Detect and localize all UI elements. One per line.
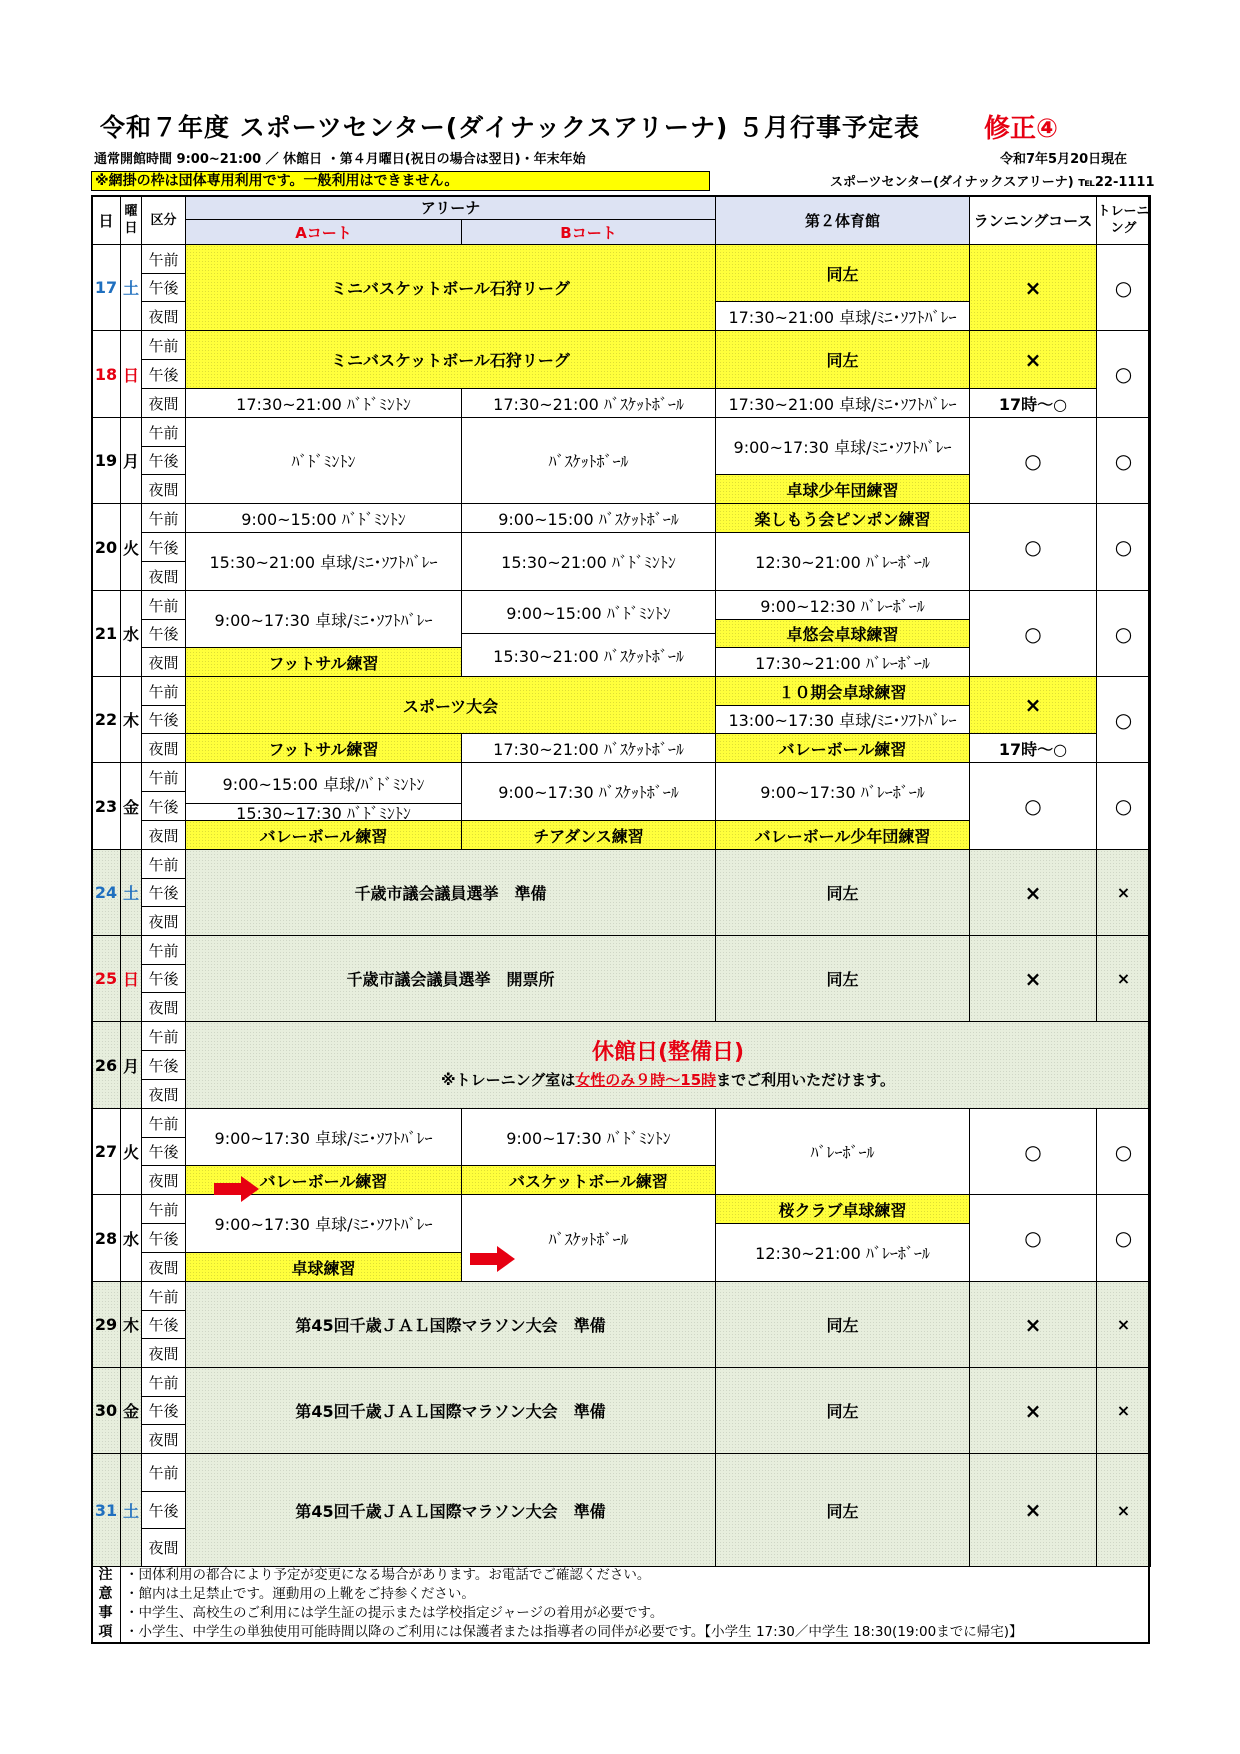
court-b-event: 15:30~21:00 ﾊﾞﾄﾞﾐﾝﾄﾝ <box>461 532 716 591</box>
gym2-event: 9:00~17:30 ﾊﾞﾚｰﾎﾞｰﾙ <box>715 762 970 821</box>
running-status: × <box>969 330 1097 389</box>
gym2-event: 同左 <box>715 330 970 389</box>
period-cell: 午前 <box>141 503 186 533</box>
weekday-cell: 水 <box>120 1194 142 1282</box>
period-cell: 午後 <box>141 1137 186 1166</box>
period-cell: 午後 <box>141 964 186 993</box>
court-b-event: 9:00~17:30 ﾊﾞﾄﾞﾐﾝﾄﾝ <box>461 1108 716 1166</box>
period-cell: 午前 <box>141 1453 186 1492</box>
period-cell: 夜間 <box>141 992 186 1022</box>
period-cell: 夜間 <box>141 820 186 850</box>
period-cell: 午前 <box>141 676 186 706</box>
period-cell: 夜間 <box>141 1252 186 1282</box>
court-a-event: 9:00~15:00 卓球/ﾊﾞﾄﾞﾐﾝﾄﾝ <box>185 762 462 804</box>
training-status: ○ <box>1096 330 1151 418</box>
period-cell: 夜間 <box>141 388 186 418</box>
running-status: × <box>969 935 1097 1022</box>
day-cell: 29 <box>91 1281 121 1368</box>
gym2-event: 桜クラブ卓球練習 <box>715 1194 970 1224</box>
period-cell: 夜間 <box>141 1338 186 1368</box>
weekday-cell: 土 <box>120 1453 142 1567</box>
period-cell: 夜間 <box>141 906 186 936</box>
running-status: × <box>969 1281 1097 1368</box>
weekday-cell: 月 <box>120 417 142 504</box>
period-cell: 夜間 <box>141 1165 186 1195</box>
gym2-event: 卓球少年団練習 <box>715 474 970 504</box>
running-status: 17時～○ <box>969 388 1097 418</box>
arena-event: 第45回千歳ＪＡＬ国際マラソン大会 準備 <box>185 1281 716 1368</box>
court-b-event: チアダンス練習 <box>461 820 716 850</box>
running-status: ○ <box>969 590 1097 677</box>
header-court-b: Bコート <box>461 219 716 245</box>
period-cell: 午後 <box>141 1050 186 1080</box>
note-line: ・中学生、高校生のご利用には学生証の提示または学校指定ジャージの着用が必要です。 <box>125 1605 664 1621</box>
training-status: ○ <box>1096 590 1151 677</box>
day-cell: 21 <box>91 590 121 677</box>
court-a-event: ﾊﾞﾄﾞﾐﾝﾄﾝ <box>185 417 462 504</box>
day-cell: 27 <box>91 1108 121 1195</box>
running-status: ○ <box>969 503 1097 591</box>
day-cell: 20 <box>91 503 121 591</box>
revision-label: 修正④ <box>984 114 1059 144</box>
arena-event: 千歳市議会議員選挙 開票所 <box>185 935 716 1022</box>
period-cell: 午前 <box>141 590 186 620</box>
court-a-event: 9:00~15:00 ﾊﾞﾄﾞﾐﾝﾄﾝ <box>185 503 462 533</box>
period-cell: 午後 <box>141 359 186 389</box>
training-status: × <box>1096 935 1151 1022</box>
header-day: 日 <box>91 195 121 245</box>
period-cell: 夜間 <box>141 301 186 331</box>
opening-hours: 通常開館時間 9:00~21:00 ／ 休館日 ・第４月曜日(祝日の場合は翌日)・年末年始 <box>94 152 586 167</box>
period-cell: 午前 <box>141 1108 186 1138</box>
period-cell: 午前 <box>141 849 186 879</box>
reserved-notice: ※網掛の枠は団体専用利用です。一般利用はできません。 <box>91 171 710 191</box>
weekday-cell: 月 <box>120 1021 142 1109</box>
arena-event: スポーツ大会 <box>185 676 716 734</box>
gym2-event: 同左 <box>715 244 970 302</box>
training-status: ○ <box>1096 762 1151 850</box>
period-cell: 夜間 <box>141 1079 186 1109</box>
training-status: ○ <box>1096 1194 1151 1282</box>
period-cell: 午前 <box>141 1194 186 1224</box>
court-a-event: フットサル練習 <box>185 647 462 677</box>
closed-day-detail: ※トレーニング室は女性のみ９時～15時までご利用いただけます。 <box>441 1071 895 1089</box>
running-status: 17時～○ <box>969 733 1097 763</box>
gym2-event: 同左 <box>715 1453 970 1567</box>
period-cell: 夜間 <box>141 561 186 591</box>
period-cell: 午前 <box>141 1021 186 1051</box>
training-status: × <box>1096 1281 1151 1368</box>
court-a-event: 15:30~17:30 ﾊﾞﾄﾞﾐﾝﾄﾝ <box>185 803 462 821</box>
note-line: ・小学生、中学生の単独使用可能時間以降のご利用には保護者または指導者の同伴が必要です。【小学生 17:30／中学生 18:30(19:00までに帰宅)】 <box>125 1624 1023 1640</box>
weekday-cell: 日 <box>120 935 142 1022</box>
day-cell: 31 <box>91 1453 121 1567</box>
gym2-event: ﾊﾞﾚｰﾎﾞｰﾙ <box>715 1108 970 1195</box>
header-court-a: Aコート <box>185 219 462 245</box>
period-cell: 夜間 <box>141 474 186 504</box>
page-title: 令和７年度 スポーツセンター(ダイナックスアリーナ) ５月行事予定表 <box>100 113 921 142</box>
gym2-event: 9:00~17:30 卓球/ﾐﾆ･ｿﾌﾄﾊﾞﾚｰ <box>715 417 970 475</box>
period-cell: 午後 <box>141 1223 186 1253</box>
period-cell: 午前 <box>141 244 186 274</box>
notes-label: 注 意 事 項 <box>98 1567 113 1640</box>
period-cell: 午後 <box>141 705 186 734</box>
running-status: × <box>969 244 1097 331</box>
running-status: ○ <box>969 1108 1097 1195</box>
running-status: ○ <box>969 762 1097 850</box>
period-cell: 午後 <box>141 878 186 907</box>
gym2-event: バレーボール練習 <box>715 733 970 763</box>
court-a-event: 9:00~17:30 卓球/ﾐﾆ･ｿﾌﾄﾊﾞﾚｰ <box>185 1108 462 1166</box>
court-a-event: フットサル練習 <box>185 733 462 763</box>
gym2-event: 楽しもう会ピンポン練習 <box>715 503 970 533</box>
header-weekday: 曜日 <box>120 195 142 245</box>
period-cell: 午後 <box>141 532 186 562</box>
running-status: × <box>969 1367 1097 1454</box>
court-b-event: 15:30~21:00 ﾊﾞｽｹｯﾄﾎﾞｰﾙ <box>461 633 716 677</box>
arena-event: ミニバスケットボール石狩リーグ <box>185 244 716 331</box>
court-b-event: 9:00~15:00 ﾊﾞｽｹｯﾄﾎﾞｰﾙ <box>461 503 716 533</box>
period-cell: 午後 <box>141 1491 186 1529</box>
arena-event: 第45回千歳ＪＡＬ国際マラソン大会 準備 <box>185 1453 716 1567</box>
right-arrow-icon <box>470 1246 516 1272</box>
court-b-event: 17:30~21:00 ﾊﾞｽｹｯﾄﾎﾞｰﾙ <box>461 388 716 418</box>
period-cell: 午前 <box>141 1281 186 1311</box>
header-arena: アリーナ <box>185 195 716 220</box>
training-status: × <box>1096 1453 1151 1567</box>
header-period: 区分 <box>141 195 186 245</box>
day-cell: 18 <box>91 330 121 418</box>
weekday-cell: 木 <box>120 1281 142 1368</box>
running-status: × <box>969 1453 1097 1567</box>
period-cell: 午前 <box>141 1367 186 1397</box>
training-status: × <box>1096 1367 1151 1454</box>
court-a-event: バレーボール練習 <box>185 1165 462 1195</box>
header-running: ランニングコース <box>969 195 1097 245</box>
gym2-event: 同左 <box>715 935 970 1022</box>
as-of-date: 令和7年5月20日現在 <box>1000 152 1128 167</box>
closed-day-title: 休館日(整備日) <box>591 1040 745 1065</box>
period-cell: 午後 <box>141 791 186 821</box>
training-status: ○ <box>1096 244 1151 331</box>
training-status: ○ <box>1096 503 1151 591</box>
court-a-event: 9:00~17:30 卓球/ﾐﾆ･ｿﾌﾄﾊﾞﾚｰ <box>185 590 462 648</box>
gym2-event: 13:00~17:30 卓球/ﾐﾆ･ｿﾌﾄﾊﾞﾚｰ <box>715 705 970 734</box>
period-cell: 午後 <box>141 1396 186 1425</box>
period-cell: 夜間 <box>141 733 186 763</box>
notes-list <box>120 1566 1150 1642</box>
gym2-event: 12:30~21:00 ﾊﾞﾚｰﾎﾞｰﾙ <box>715 1223 970 1282</box>
court-a-event: 15:30~21:00 卓球/ﾐﾆ･ｿﾌﾄﾊﾞﾚｰ <box>185 532 462 591</box>
period-cell: 午前 <box>141 417 186 447</box>
training-status: × <box>1096 849 1151 936</box>
note-line: ・団体利用の都合により予定が変更になる場合があります。お電話でご確認ください。 <box>125 1567 651 1583</box>
period-cell: 午後 <box>141 619 186 648</box>
court-b-event: ﾊﾞｽｹｯﾄﾎﾞｰﾙ <box>461 417 716 504</box>
right-arrow-icon <box>214 1176 260 1202</box>
court-a-event: 卓球練習 <box>185 1252 462 1282</box>
arena-event: ミニバスケットボール石狩リーグ <box>185 330 716 389</box>
training-status: ○ <box>1096 676 1151 763</box>
day-cell: 28 <box>91 1194 121 1282</box>
court-a-event: 9:00~17:30 卓球/ﾐﾆ･ｿﾌﾄﾊﾞﾚｰ <box>185 1194 462 1253</box>
closed-day-notice <box>185 1021 1151 1109</box>
arena-event: 千歳市議会議員選挙 準備 <box>185 849 716 936</box>
period-cell: 夜間 <box>141 647 186 677</box>
court-b-event: 9:00~17:30 ﾊﾞｽｹｯﾄﾎﾞｰﾙ <box>461 762 716 821</box>
header-gym2: 第２体育館 <box>715 195 970 245</box>
day-cell: 30 <box>91 1367 121 1454</box>
gym2-event: 17:30~21:00 卓球/ﾐﾆ･ｿﾌﾄﾊﾞﾚｰ <box>715 301 970 331</box>
gym2-event: 同左 <box>715 849 970 936</box>
weekday-cell: 水 <box>120 590 142 677</box>
running-status: × <box>969 849 1097 936</box>
header-training: トレーニング <box>1096 195 1151 245</box>
day-cell: 22 <box>91 676 121 763</box>
court-b-event: ﾊﾞｽｹｯﾄﾎﾞｰﾙ <box>461 1194 716 1282</box>
court-b-event: 17:30~21:00 ﾊﾞｽｹｯﾄﾎﾞｰﾙ <box>461 733 716 763</box>
period-cell: 夜間 <box>141 1424 186 1454</box>
gym2-event: バレーボール少年団練習 <box>715 820 970 850</box>
day-cell: 23 <box>91 762 121 850</box>
period-cell: 午後 <box>141 1310 186 1339</box>
period-cell: 夜間 <box>141 1528 186 1567</box>
gym2-event: 卓悠会卓球練習 <box>715 619 970 648</box>
period-cell: 午後 <box>141 273 186 302</box>
gym2-event: 17:30~21:00 卓球/ﾐﾆ･ｿﾌﾄﾊﾞﾚｰ <box>715 388 970 418</box>
period-cell: 午後 <box>141 446 186 475</box>
gym2-event: 同左 <box>715 1367 970 1454</box>
training-status: ○ <box>1096 417 1151 504</box>
weekday-cell: 金 <box>120 1367 142 1454</box>
period-cell: 午前 <box>141 762 186 792</box>
weekday-cell: 木 <box>120 676 142 763</box>
running-status: ○ <box>969 1194 1097 1282</box>
period-cell: 午前 <box>141 935 186 965</box>
note-line: ・館内は土足禁止です。運動用の上靴をご持参ください。 <box>125 1586 475 1602</box>
running-status: ○ <box>969 417 1097 504</box>
training-status: ○ <box>1096 1108 1151 1195</box>
day-cell: 19 <box>91 417 121 504</box>
weekday-cell: 日 <box>120 330 142 418</box>
gym2-event: 9:00~12:30 ﾊﾞﾚｰﾎﾞｰﾙ <box>715 590 970 620</box>
court-a-event: バレーボール練習 <box>185 820 462 850</box>
weekday-cell: 土 <box>120 849 142 936</box>
weekday-cell: 火 <box>120 1108 142 1195</box>
running-status: × <box>969 676 1097 734</box>
weekday-cell: 土 <box>120 244 142 331</box>
day-cell: 17 <box>91 244 121 331</box>
weekday-cell: 火 <box>120 503 142 591</box>
court-b-event: 9:00~15:00 ﾊﾞﾄﾞﾐﾝﾄﾝ <box>461 590 716 634</box>
court-a-event: 17:30~21:00 ﾊﾞﾄﾞﾐﾝﾄﾝ <box>185 388 462 418</box>
day-cell: 25 <box>91 935 121 1022</box>
weekday-cell: 金 <box>120 762 142 850</box>
day-cell: 24 <box>91 849 121 936</box>
arena-event: 第45回千歳ＪＡＬ国際マラソン大会 準備 <box>185 1367 716 1454</box>
gym2-event: １０期会卓球練習 <box>715 676 970 706</box>
court-b-event: バスケットボール練習 <box>461 1165 716 1195</box>
day-cell: 26 <box>91 1021 121 1109</box>
contact-info: スポーツセンター(ダイナックスアリーナ) ℡22-1111 <box>830 175 1155 190</box>
period-cell: 午前 <box>141 330 186 360</box>
gym2-event: 12:30~21:00 ﾊﾞﾚｰﾎﾞｰﾙ <box>715 532 970 591</box>
gym2-event: 同左 <box>715 1281 970 1368</box>
gym2-event: 17:30~21:00 ﾊﾞﾚｰﾎﾞｰﾙ <box>715 647 970 677</box>
